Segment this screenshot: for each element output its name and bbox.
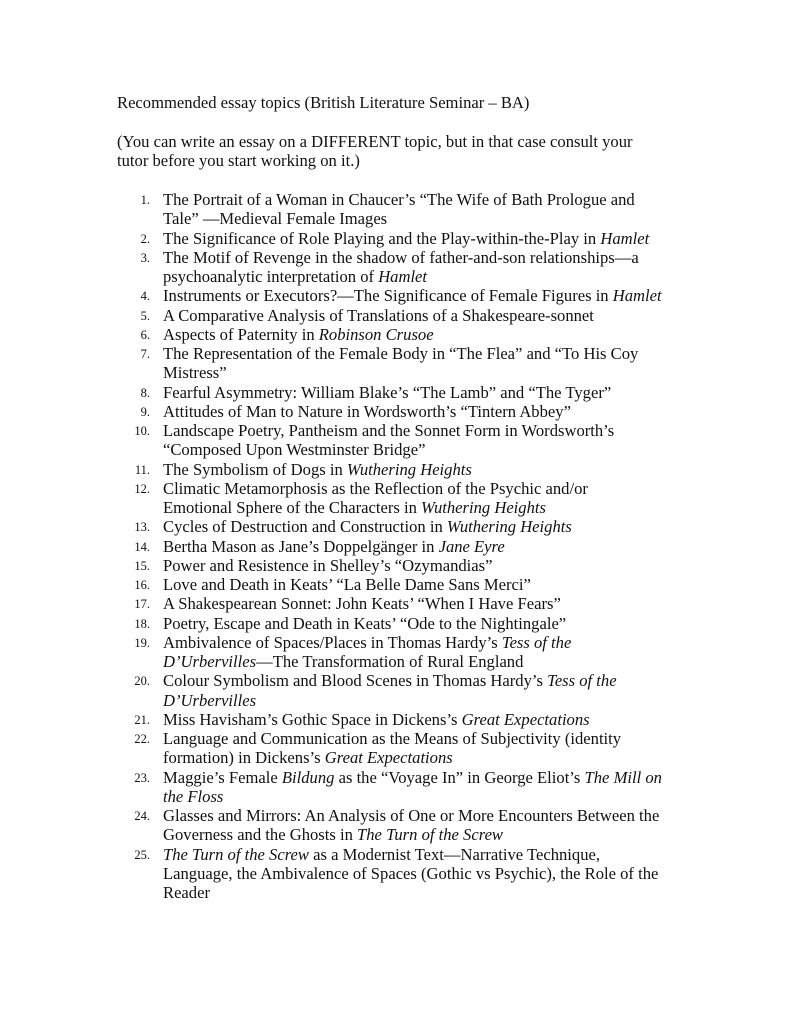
topic-line xyxy=(163,286,662,305)
topic-line xyxy=(163,594,662,613)
topic-line xyxy=(163,825,662,844)
topic-number: 7. xyxy=(140,347,150,361)
topic-text: The Representation of the Female Body in “The Flea” and “To His Coy xyxy=(163,344,639,363)
topic-item xyxy=(117,594,662,613)
topic-number: 14. xyxy=(134,539,150,554)
topic-number: 4. xyxy=(140,289,150,304)
topic-number: 6. xyxy=(140,327,150,342)
topic-item xyxy=(117,517,662,536)
topic-text: The Significance of Role Playing and the Play-within-the-Play in xyxy=(163,228,601,248)
topic-text: The Symbolism of Dogs in xyxy=(163,459,347,479)
topic-item xyxy=(117,729,662,768)
topic-line xyxy=(163,787,662,806)
topic-text: Emotional Sphere of the Characters in xyxy=(163,498,422,517)
topic-text: Instruments or Executors?—The Significance of Female Figures in xyxy=(163,286,613,306)
topic-text: The Portrait of a Woman in Chaucer’s “The Wife of Bath Prologue and xyxy=(163,190,635,209)
topic-number: 16. xyxy=(134,578,150,592)
work-title: Hamlet xyxy=(600,228,650,248)
topic-text: Poetry, Escape and Death in Keats’ “Ode to the Nightingale” xyxy=(163,613,567,633)
topic-number: 18. xyxy=(134,616,150,631)
topic-text: Love and Death in Keats’ “La Belle Dame Sans Merci” xyxy=(163,575,531,594)
intro-line: (You can write an essay on a DIFFERENT topic, but in that case consult your xyxy=(117,132,633,151)
topic-item xyxy=(117,575,662,594)
topic-number: 24. xyxy=(134,809,150,823)
topic-item xyxy=(117,286,662,305)
topic-number: 10. xyxy=(134,424,150,438)
topic-item xyxy=(117,633,662,672)
topic-line xyxy=(163,556,662,575)
topic-item xyxy=(117,325,662,344)
topic-item xyxy=(117,479,662,518)
work-title: Wuthering Heights xyxy=(421,498,546,517)
topic-text: Climatic Metamorphosis as the Reflection of the Psychic and/or xyxy=(163,478,588,498)
topic-text: Cycles of Destruction and Construction in xyxy=(163,517,447,537)
topic-number: 25. xyxy=(134,847,150,862)
topic-item xyxy=(117,614,662,633)
topic-item xyxy=(117,806,662,845)
topic-text: Power and Resistence in Shelley’s “Ozymandias” xyxy=(163,555,493,575)
topic-text: Ambivalence of Spaces/Places in Thomas Hardy’s xyxy=(163,632,502,652)
topic-text: A Comparative Analysis of Translations of a Shakespeare-sonnet xyxy=(163,305,594,325)
topic-line xyxy=(163,575,662,594)
topic-text: “Composed Upon Westminster Bridge” xyxy=(163,440,426,460)
topic-item xyxy=(117,248,662,287)
topic-text: Bertha Mason as Jane’s Doppelgänger in xyxy=(163,536,439,556)
topic-text: Glasses and Mirrors: An Analysis of One or More Encounters Between the xyxy=(163,806,660,825)
topic-text: Miss Havisham’s Gothic Space in Dickens’s xyxy=(163,709,462,729)
work-title: The Turn of the Screw xyxy=(163,844,309,864)
topic-text: A Shakespearean Sonnet: John Keats’ “When I Have Fears” xyxy=(163,594,561,614)
topic-list xyxy=(117,190,662,902)
topic-line xyxy=(163,498,662,517)
topic-item xyxy=(117,190,662,229)
topic-line xyxy=(163,537,662,556)
topic-line xyxy=(163,652,662,671)
topic-item xyxy=(117,537,662,556)
topic-text: Language and Communication as the Means of Subjectivity (identity xyxy=(163,729,622,748)
topic-line xyxy=(163,421,662,440)
topic-text: Language, the Ambivalence of Spaces (Gothic vs Psychic), the Role of the xyxy=(163,863,659,883)
topic-line xyxy=(163,729,662,748)
topic-line xyxy=(163,691,662,710)
topic-line xyxy=(163,440,662,459)
topic-line xyxy=(163,229,662,248)
topic-text: Tale” —Medieval Female Images xyxy=(163,209,388,229)
topic-text: Fearful Asymmetry: William Blake’s “The Lamb” and “The Tyger” xyxy=(163,382,612,402)
topic-line xyxy=(163,479,662,498)
topic-line xyxy=(163,267,662,286)
topic-item xyxy=(117,306,662,325)
work-title: Wuthering Heights xyxy=(346,459,472,479)
topic-number: 22. xyxy=(134,732,150,746)
topic-item xyxy=(117,421,662,460)
intro-line: tutor before you start working on it.) xyxy=(117,151,360,171)
topic-text: psychoanalytic interpretation of xyxy=(163,267,379,286)
topic-text: Reader xyxy=(163,883,210,902)
topic-number: 12. xyxy=(134,481,150,496)
topic-line xyxy=(163,190,662,209)
topic-number: 23. xyxy=(134,770,150,785)
work-title: Robinson Crusoe xyxy=(318,324,434,344)
topic-item xyxy=(117,383,662,402)
topic-text: as a Modernist Text—Narrative Technique, xyxy=(308,844,601,864)
topic-text: Mistress” xyxy=(163,363,227,383)
work-title: Jane Eyre xyxy=(438,536,505,556)
topic-number: 9. xyxy=(140,404,150,419)
topic-text: Attitudes of Man to Nature in Wordsworth’s “Tintern Abbey” xyxy=(163,401,571,421)
topic-item xyxy=(117,768,662,807)
topic-number: 5. xyxy=(140,308,150,323)
work-title: Tess of the xyxy=(547,671,617,691)
topic-line xyxy=(163,806,662,825)
topic-number: 20. xyxy=(134,674,150,689)
topic-line xyxy=(163,883,662,902)
topic-number: 1. xyxy=(140,193,150,207)
intro-paragraph xyxy=(117,132,633,171)
work-title: D’Urbervilles xyxy=(163,652,257,671)
topic-number: 17. xyxy=(134,597,150,612)
topic-line xyxy=(163,768,662,787)
topic-number: 19. xyxy=(134,635,150,650)
topic-item xyxy=(117,845,662,903)
document-title: Recommended essay topics (British Literature Seminar – BA) xyxy=(117,93,530,112)
topic-line xyxy=(163,383,662,402)
topic-item xyxy=(117,556,662,575)
topic-number: 11. xyxy=(134,462,150,477)
topic-number: 8. xyxy=(140,385,150,400)
topic-number: 21. xyxy=(134,712,150,727)
topic-item xyxy=(117,229,662,248)
topic-line xyxy=(163,748,662,767)
topic-line xyxy=(163,845,662,864)
topic-line xyxy=(163,633,662,652)
topic-line xyxy=(163,671,662,690)
topic-text: —The Transformation of Rural England xyxy=(256,652,524,671)
work-title: The Turn of the Screw xyxy=(357,825,503,845)
topic-line xyxy=(163,248,662,267)
work-title: the Floss xyxy=(163,786,224,806)
topic-text: formation) in Dickens’s xyxy=(163,748,325,768)
topic-number: 13. xyxy=(134,520,150,535)
topic-line xyxy=(163,402,662,421)
topic-item xyxy=(117,671,662,710)
work-title: Bildung xyxy=(281,767,335,787)
work-title: Great Expectations xyxy=(324,748,453,768)
topic-text: as the “Voyage In” in George Eliot’s xyxy=(334,767,585,787)
topic-line xyxy=(163,325,662,344)
topic-line xyxy=(163,710,662,729)
work-title: Hamlet xyxy=(378,267,428,286)
topic-item xyxy=(117,344,662,383)
topic-number: 3. xyxy=(140,250,150,265)
topic-text: Governess and the Ghosts in xyxy=(163,825,358,845)
work-title: D’Urbervilles xyxy=(163,690,257,710)
topic-text: Colour Symbolism and Blood Scenes in Thomas Hardy’s xyxy=(163,671,548,691)
topic-number: 15. xyxy=(134,558,150,573)
topic-line xyxy=(163,363,662,382)
topic-line xyxy=(163,306,662,325)
topic-text: Aspects of Paternity in xyxy=(163,324,319,344)
work-title: Hamlet xyxy=(612,286,662,306)
topic-number: 2. xyxy=(140,231,150,246)
topic-line xyxy=(163,614,662,633)
topic-item xyxy=(117,710,662,729)
topic-item xyxy=(117,402,662,421)
work-title: The Mill on xyxy=(584,767,662,787)
topic-text: Maggie’s Female xyxy=(163,767,282,787)
work-title: Wuthering Heights xyxy=(446,517,572,537)
topic-line xyxy=(163,209,662,228)
topic-line xyxy=(163,864,662,883)
topic-line xyxy=(163,460,662,479)
topic-item xyxy=(117,460,662,479)
topic-text: The Motif of Revenge in the shadow of father-and-son relationships—a xyxy=(163,247,639,267)
work-title: Great Expectations xyxy=(461,709,590,729)
topic-text: Landscape Poetry, Pantheism and the Sonnet Form in Wordsworth’s xyxy=(163,421,615,440)
work-title: Tess of the xyxy=(501,632,572,652)
topic-line xyxy=(163,517,662,536)
topic-line xyxy=(163,344,662,363)
